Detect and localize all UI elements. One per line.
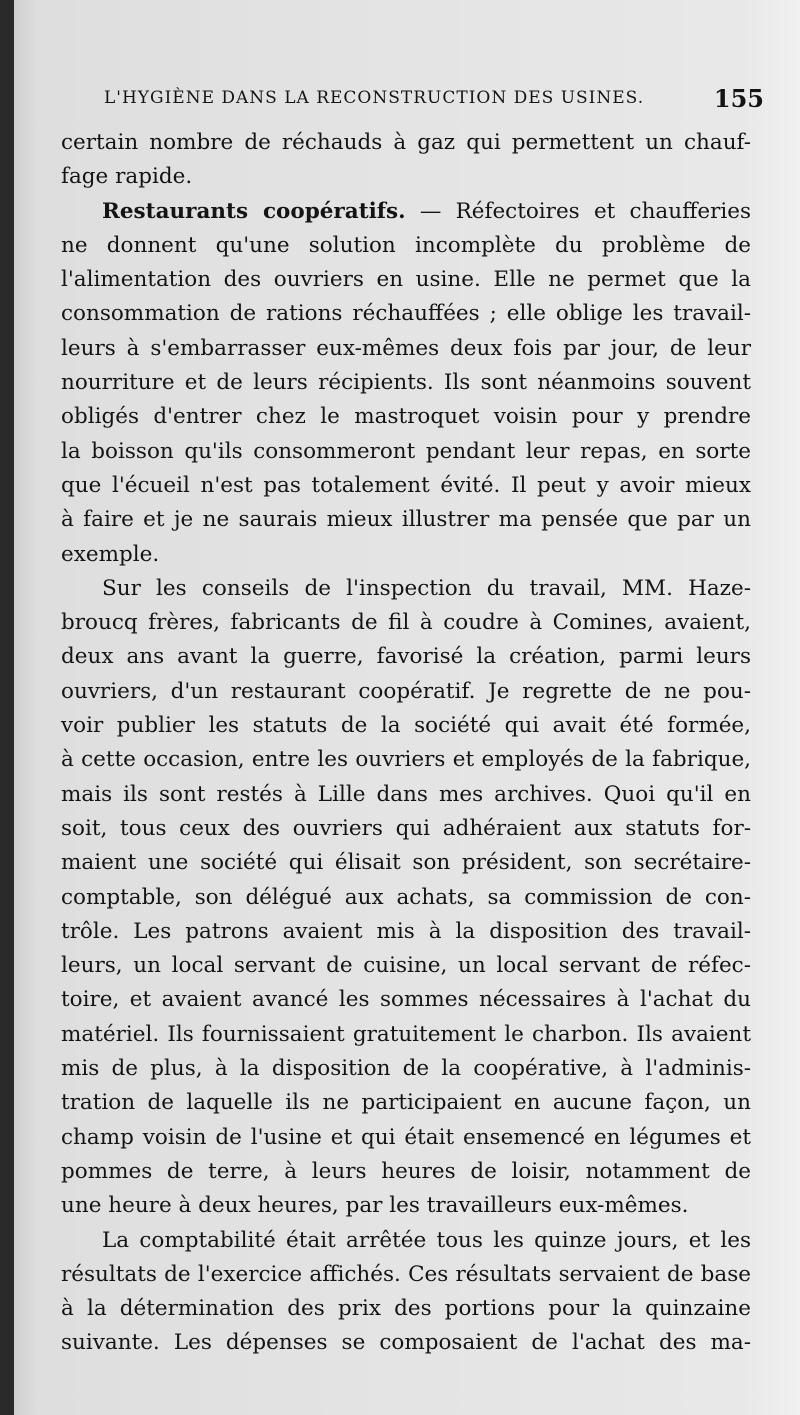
- text-line: ouvriers, d'un restaurant coopératif. Je regrette de ne pou-: [61, 678, 751, 704]
- page-header: [104, 84, 764, 114]
- text-line: Sur les conseils de l'inspection du travail, MM. Haze-: [102, 575, 751, 601]
- text-line: leurs à s'embarrasser eux-mêmes deux fois par jour, de leur: [61, 335, 751, 361]
- text-line: trôle. Les patrons avaient mis à la disposition des travail-: [61, 918, 751, 944]
- text-line: pommes de terre, à leurs heures de loisir, notamment de: [61, 1158, 751, 1184]
- text-line: voir publier les statuts de la société qui avait été formée,: [61, 713, 751, 739]
- text-line: suivante. Les dépenses se composaient de l'achat des ma-: [61, 1330, 751, 1356]
- text-line: à cette occasion, entre les ouvriers et employés de la fabrique,: [61, 747, 751, 773]
- text-line: [61, 195, 751, 229]
- text-line: mais ils sont restés à Lille dans mes archives. Quoi qu'il en: [61, 781, 751, 807]
- text-line: champ voisin de l'usine et qui était ensemencé en légumes et: [61, 1124, 751, 1150]
- text-line: ne donnent qu'une solution incomplète du problème de: [61, 232, 751, 258]
- text-line: résultats de l'exercice affichés. Ces résultats servaient de base: [61, 1261, 751, 1287]
- text-line: tration de laquelle ils ne participaient en aucune façon, un: [61, 1090, 751, 1116]
- page-number: 155: [713, 84, 764, 113]
- text-line: mis de plus, à la disposition de la coopérative, à l'adminis-: [61, 1056, 751, 1082]
- text-line: La comptabilité était arrêtée tous les quinze jours, et les: [102, 1227, 751, 1253]
- text-line: matériel. Ils fournissaient gratuitement le charbon. Ils avaient: [61, 1021, 751, 1047]
- text-line: à faire et je ne saurais mieux illustrer ma pensée que par un: [61, 507, 751, 533]
- text-line: l'alimentation des ouvriers en usine. Elle ne permet que la: [61, 267, 751, 293]
- text-line: soit, tous ceux des ouvriers qui adhéraient aux statuts for-: [61, 815, 751, 841]
- text-line: certain nombre de réchauds à gaz qui permettent un chauf-: [61, 130, 751, 155]
- text-line: une heure à deux heures, par les travailleurs eux-mêmes.: [61, 1193, 689, 1219]
- section-heading: Restaurants coopératifs.: [102, 198, 406, 224]
- text-line: fage rapide.: [61, 164, 193, 190]
- text-line: obligés d'entrer chez le mastroquet voisin pour y prendre: [61, 404, 751, 430]
- text-line: à la détermination des prix des portions pour la quinzaine: [61, 1296, 751, 1322]
- text-line: consommation de rations réchauffées ; elle oblige les travail-: [61, 301, 751, 327]
- text-line: maient une société qui élisait son président, son secrétaire-: [61, 850, 751, 876]
- text-line: broucq frères, fabricants de fil à coudre à Comines, avaient,: [61, 610, 751, 636]
- text-line: deux ans avant la guerre, favorisé la création, parmi leurs: [61, 644, 751, 670]
- text-line: la boisson qu'ils consommeront pendant leur repas, en sorte: [61, 438, 751, 464]
- text-line: que l'écueil n'est pas totalement évité. Il peut y avoir mieux: [61, 472, 751, 498]
- text-line: nourriture et de leurs récipients. Ils sont néanmoins souvent: [61, 370, 751, 396]
- text-fragment: — Réfectoires et chaufferies: [419, 198, 751, 224]
- text-line: exemple.: [61, 541, 160, 567]
- text-line: toire, et avaient avancé les sommes nécessaires à l'achat du: [61, 987, 751, 1013]
- running-title: L'HYGIÈNE DANS LA RECONSTRUCTION DES USINES.: [104, 88, 645, 108]
- text-line: comptable, son délégué aux achats, sa commission de con-: [61, 884, 751, 910]
- body-text: [61, 126, 751, 1361]
- book-page: [14, 0, 800, 1415]
- text-line: leurs, un local servant de cuisine, un local servant de réfec-: [61, 953, 751, 979]
